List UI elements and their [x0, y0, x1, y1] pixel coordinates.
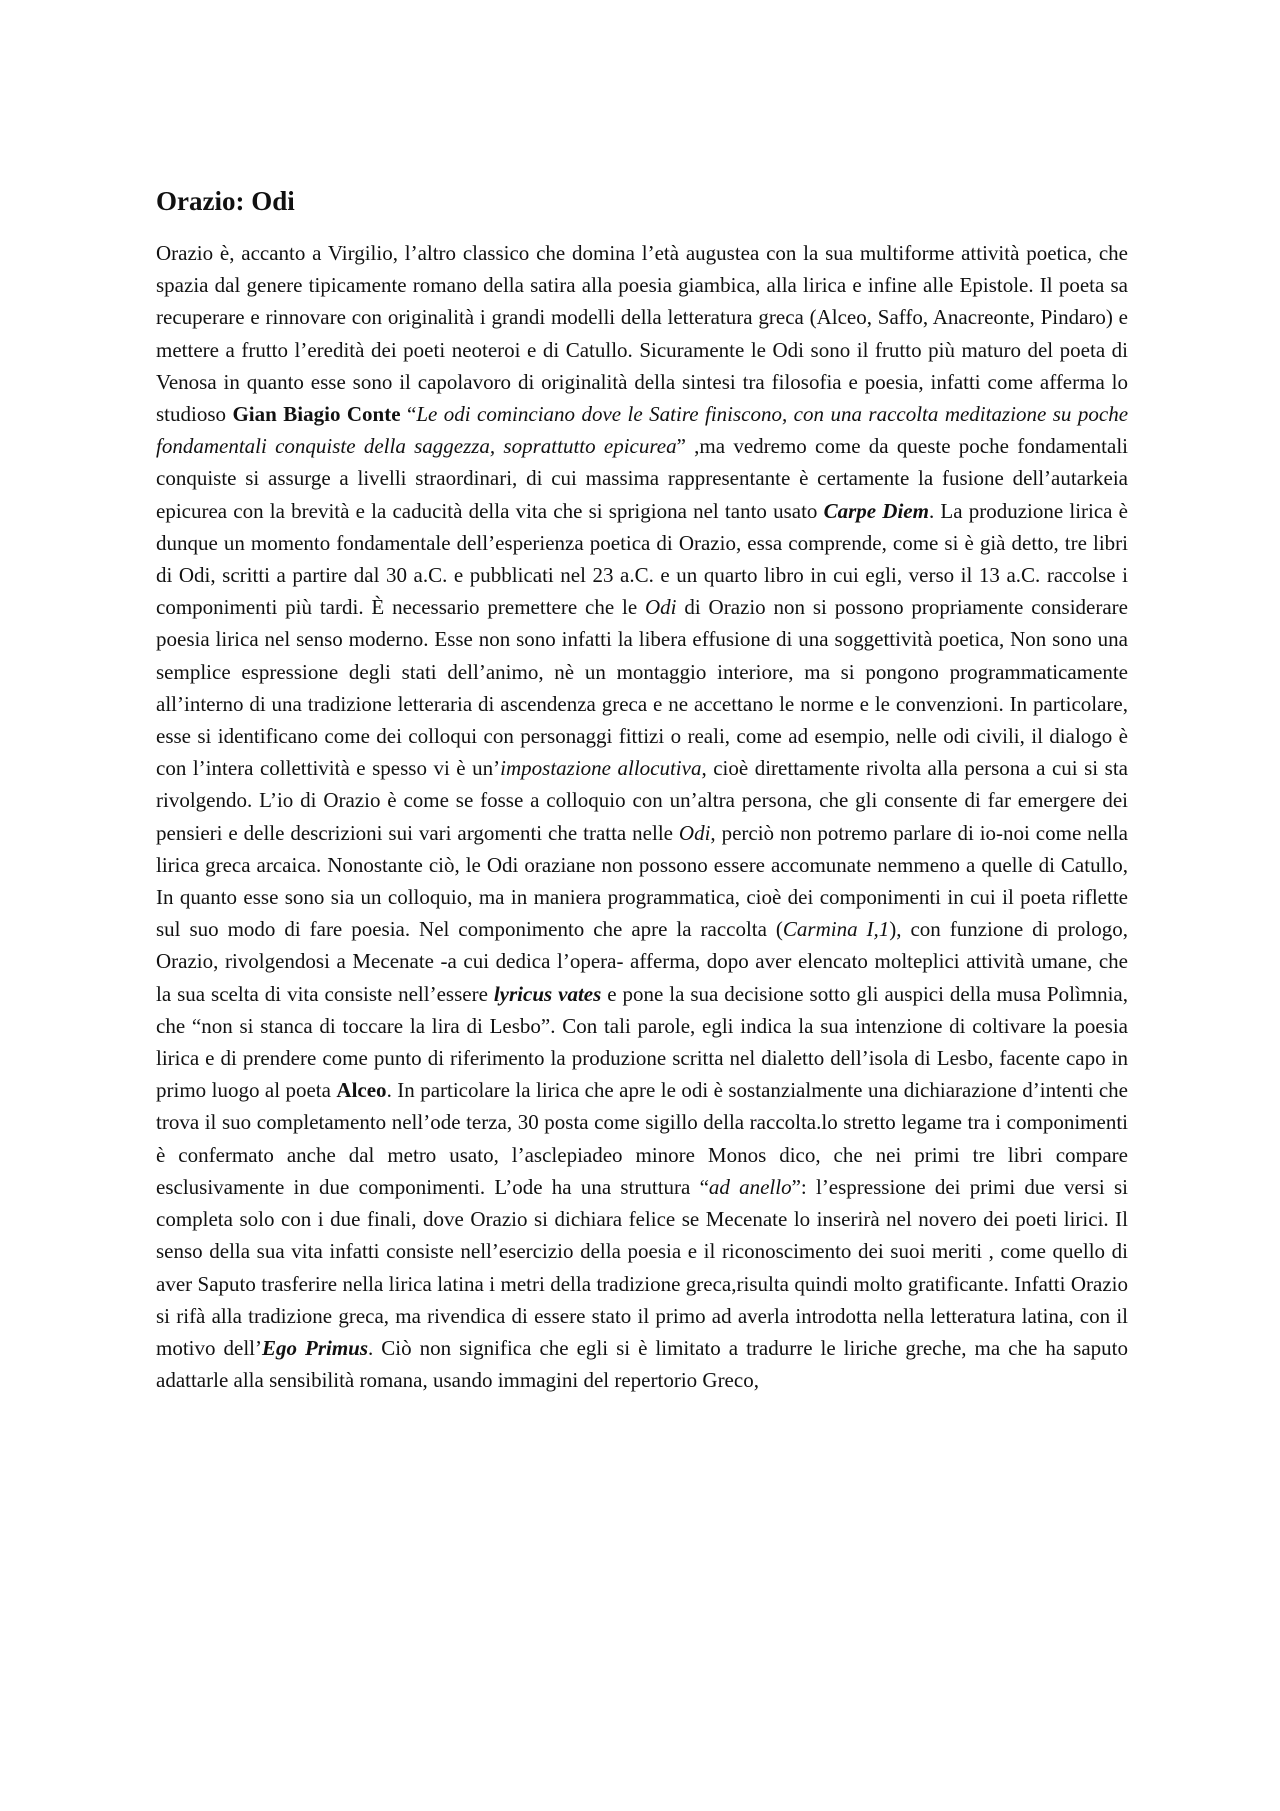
text-segment: ” ,ma vedremo come da queste poche fondamentali conquiste si assurge a livelli straordinari, di cui massima rappresentante è certamente la fusione dell’autarkeia epicurea con la brevità e la caducità della vita che si sprigiona nel tanto usato	[156, 434, 1128, 523]
emphasis-term: Ego Primus	[262, 1335, 369, 1360]
citation: Carmina I,1	[782, 917, 890, 942]
emphasis-term: ad anello	[708, 1174, 792, 1199]
text-segment: ”: l’espressione dei primi due versi si completa solo con i due finali, dove Orazio si dichiara felice se Mecenate lo inserirà nel novero dei poeti lirici. Il senso della sua vita infatti consiste nell’esercizio della poesia e il riconoscimento dei suoi meriti , come quello di aver Saputo trasferire nella lirica latina i metri della tradizione greca,risulta quindi molto gratificante. Infatti Orazio si rifà alla tradizione greca, ma rivendica di essere stato il primo ad averla introdotta nella letteratura latina, con il motivo dell’	[156, 1174, 1128, 1360]
author-name: Alceo	[336, 1078, 387, 1103]
quote: Le odi cominciano dove le Satire finiscono, con una raccolta meditazione su poche fondamentali conquiste della saggezza, soprattutto epicurea	[156, 402, 1129, 459]
emphasis-term: lyricus vates	[493, 981, 602, 1006]
text-segment: . In particolare la lirica che apre le odi è sostanzialmente una dichiarazione d’intenti che trova il suo completamento nell’ode terza, 30 posta come sigillo della raccolta.lo stretto legame tra i componimenti è confermato anche dal metro usato, l’asclepiadeo minore Monos dico, che nei primi tre libri compare esclusivamente in due componimenti. L’ode ha una struttura “	[156, 1078, 1128, 1199]
text-segment: di Orazio non si possono propriamente considerare poesia lirica nel senso moderno. Esse non sono infatti la libera effusione di una soggettività poetica, Non sono una semplice espressione degli stati dell’animo, nè un montaggio interiore, ma si pongono programmaticamente all’interno di una tradizione letteraria di ascendenza greca e ne accettano le norme e le convenzioni. In particolare, esse si identificano come dei colloqui con personaggi fittizi o reali, come ad esempio, nelle odi civili, il dialogo è con l’intera collettività e spesso vi è un’	[156, 595, 1128, 781]
text-segment: . Ciò non significa che egli si è limitato a tradurre le liriche greche, ma che ha saputo adattarle alla sensibilità romana, usando immagini del repertorio Greco,	[156, 1335, 1128, 1393]
work-title: Odi	[678, 820, 711, 845]
emphasis-term: Carpe Diem	[823, 498, 929, 523]
text-segment: . La produzione lirica è dunque un momento fondamentale dell’esperienza poetica di Orazio, essa comprende, come si è già detto, tre libri di Odi, scritti a partire dal 30 a.C. e pubblicati nel 23 a.C. e un quarto libro in cui egli, verso il 13 a.C. raccolse i componimenti più tardi. È necessario premettere che le	[156, 498, 1129, 620]
text-segment: , perciò non potremo parlare di io-noi come nella lirica greca arcaica. Nonostante ciò, le Odi oraziane non possono essere accomunate nemmeno a quelle di Catullo, In quanto esse sono sia un colloquio, ma in maniera programmatica, cioè dei componimenti in cui il poeta riflette sul suo modo di fare poesia. Nel componimento che apre la raccolta (	[156, 820, 1128, 942]
text-segment: “	[400, 402, 417, 427]
text-segment: e pone la sua decisione sotto gli auspici della musa Polìmnia, che “non si stanca di toccare la lira di Lesbo”. Con tali parole, egli indica la sua intenzione di coltivare la poesia lirica e di prendere come punto di riferimento la produzione scritta nel dialetto dell’isola di Lesbo, facente capo in primo luogo al poeta	[156, 981, 1128, 1103]
author-name: Gian Biagio Conte	[232, 402, 401, 427]
text-segment: Orazio è, accanto a Virgilio, l’altro classico che domina l’età augustea con la sua multiforme attività poetica, che spazia dal genere tipicamente romano della satira alla poesia giambica, alla lirica e infine alle Epistole. Il poeta sa recuperare e rinnovare con originalità i grandi modelli della letteratura greca (Alceo, Saffo, Anacreonte, Pindaro) e mettere a frutto l’eredità dei poeti neoteroi e di Catullo. Sicuramente le Odi sono il frutto più maturo del poeta di Venosa in quanto esse sono il capolavoro di originalità della sintesi tra filosofia e poesia, infatti come afferma lo studioso	[156, 241, 1128, 427]
work-title: Odi	[645, 595, 677, 620]
text-segment: , cioè direttamente rivolta alla persona a cui si sta rivolgendo. L’io di Orazio è come se fosse a colloquio con un’altra persona, che gli consente di far emergere dei pensieri e delle descrizioni sui vari argomenti che tratta nelle	[156, 756, 1128, 845]
text-segment: ), con funzione di prologo, Orazio, rivolgendosi a Mecenate -a cui dedica l’opera- afferma, dopo aver elencato molteplici attività umane, che la sua scelta di vita consiste nell’essere	[156, 917, 1128, 1006]
body-paragraph	[156, 237, 1128, 1396]
emphasis-term: impostazione allocutiva	[500, 756, 702, 781]
page-title: Orazio: Odi	[156, 186, 295, 216]
